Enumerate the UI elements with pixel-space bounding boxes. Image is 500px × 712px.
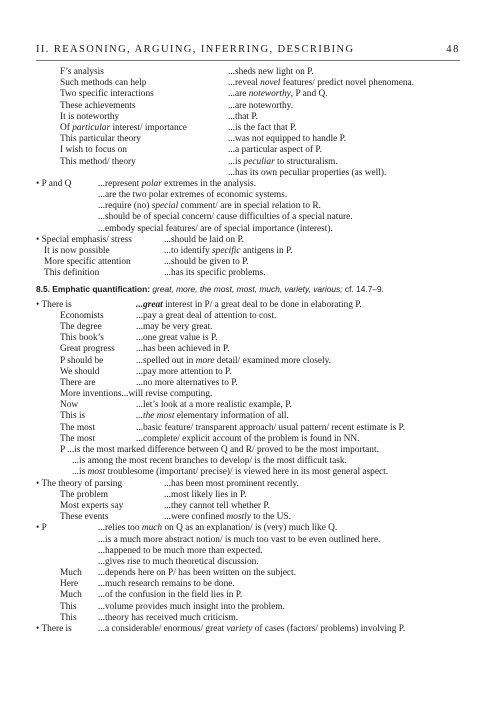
phrase-continuation: ...has its specific problems. — [164, 268, 266, 279]
phrase-continuation: ...gives rise to much theoretical discussion. — [98, 556, 259, 567]
phrase-line — [36, 535, 460, 546]
phrase-continuation: ...are the two polar extremes of economic systems. — [98, 190, 288, 201]
phrase-stem: • Special emphasis/ stress — [36, 234, 132, 245]
phrase-line — [36, 168, 460, 179]
phrase-continuation: ...that P. — [228, 111, 258, 122]
phrase-line — [36, 268, 460, 279]
phrase-stem: The degree — [60, 321, 102, 332]
phrase-line — [36, 456, 460, 467]
phrase-stem: P ...is the most marked difference between Q and R/ proved to be the most important. — [60, 445, 379, 455]
phrase-continuation: ...is peculiar to structuralism. — [228, 156, 338, 167]
phrase-stem: These events — [60, 512, 109, 523]
phrase-continuation: ...represent polar extremes in the analysis. — [98, 178, 257, 189]
phrase-line — [36, 112, 460, 123]
phrase-line — [36, 479, 460, 490]
phrase-line — [36, 523, 460, 534]
phrase-line — [36, 445, 460, 456]
phrase-continuation: ...has been most prominent recently. — [164, 478, 299, 489]
phrase-line — [36, 546, 460, 557]
phrase-continuation: ...the most elementary information of all. — [136, 411, 289, 422]
phrase-continuation: ...may be very great. — [136, 321, 213, 332]
phrase-line — [36, 602, 460, 613]
phrase-stem: Of particular interest/ importance — [60, 122, 187, 133]
phrase-continuation: ...to identify specific antigens in P. — [164, 246, 293, 256]
phrase-line — [36, 101, 460, 112]
phrase-line — [36, 568, 460, 579]
phrase-line — [36, 300, 460, 311]
section-heading-crossref: cf. 14.7–9. — [342, 283, 384, 294]
phrase-line — [36, 145, 460, 156]
phrase-stem: P should be — [60, 355, 104, 366]
phrase-line — [36, 356, 460, 367]
phrase-line — [36, 624, 460, 635]
running-header: II. REASONING, ARGUING, INFERRING, DESCRIBING — [36, 44, 355, 55]
phrase-stem: This method/ theory — [60, 156, 136, 167]
phrase-continuation: ...relies too much on Q as an explanation/ is (very) much like Q. — [98, 523, 338, 534]
phrase-continuation: ...depends here on P/ has been written on the subject. — [98, 568, 296, 579]
phrase-continuation: ...pay more attention to P. — [136, 366, 232, 377]
phrase-line — [36, 579, 460, 590]
phrase-stem: Such methods can help — [60, 78, 147, 89]
phrase-line — [36, 378, 460, 389]
phrase-continuation: ...should be laid on P. — [164, 234, 244, 245]
section-heading-keywords: great, more, the most, most, much, variety, various; — [150, 283, 343, 294]
phrase-stem: Now — [60, 400, 79, 411]
phrase-line — [36, 467, 460, 478]
phrase-stem: Much — [60, 590, 82, 601]
phrase-line — [36, 190, 460, 201]
phrase-stem: This book’s — [60, 333, 104, 344]
phrase-continuation: ...a considerable/ enormous/ great variety of cases (factors/ problems) involving P. — [98, 624, 406, 634]
phrase-line — [36, 344, 460, 355]
phrase-line — [36, 490, 460, 501]
phrase-stem: Two specific interactions — [60, 89, 154, 100]
phrase-line — [36, 201, 460, 212]
phrase-stem: Much — [60, 568, 82, 579]
phrase-continuation: ...of the confusion in the field lies in P. — [98, 590, 243, 601]
phrase-stem: Here — [60, 579, 79, 590]
phrase-line — [36, 613, 460, 624]
phrase-stem: Most experts say — [60, 500, 124, 511]
phrase-continuation: ...are noteworthy. — [228, 100, 294, 111]
phrase-stem: There are — [60, 377, 96, 388]
phrase-stem: • P — [36, 523, 47, 534]
phrase-continuation: ...happened to be much more than expected. — [98, 545, 263, 556]
phrase-line — [36, 311, 460, 322]
phrase-line — [36, 389, 460, 400]
phrase-line — [36, 235, 460, 246]
phrase-stem: ...is most troublesome (important/ precise)/ is viewed here in its most general aspect. — [72, 467, 389, 478]
phrase-continuation: ...sheds new light on P. — [228, 67, 314, 77]
phrase-list — [36, 67, 460, 635]
phrase-line — [36, 333, 460, 344]
phrase-continuation: ...theory has received much criticism. — [98, 612, 239, 623]
phrase-continuation: ...complete/ explicit account of the problem is found in NN. — [136, 433, 360, 444]
phrase-line — [36, 411, 460, 422]
phrase-line — [36, 400, 460, 411]
section-heading — [36, 281, 460, 298]
phrase-continuation: ...great interest in P/ a great deal to be done in elaborating P. — [136, 299, 362, 310]
phrase-line — [36, 423, 460, 434]
phrase-continuation: ...embody special features/ are of special importance (interest). — [98, 223, 333, 234]
phrase-continuation: ...they cannot tell whether P. — [164, 500, 270, 511]
phrase-stem: • The theory of parsing — [36, 478, 123, 489]
phrase-stem: It is noteworthy — [60, 111, 120, 122]
phrase-line — [36, 179, 460, 190]
phrase-stem: • There is — [36, 624, 72, 634]
phrase-continuation: ...a particular aspect of P. — [228, 145, 322, 156]
phrase-stem: I wish to focus on — [60, 145, 127, 156]
phrase-continuation: ...pay a great deal of attention to cost. — [136, 310, 277, 321]
phrase-stem: ...is among the most recent branches to develop/ is the most difficult task. — [72, 456, 347, 467]
phrase-continuation: ...volume provides much insight into the problem. — [98, 601, 285, 612]
phrase-continuation: ...spelled out in more detail/ examined more closely. — [136, 355, 331, 366]
phrase-continuation: ...most likely lies in P. — [164, 489, 247, 500]
phrase-line — [36, 512, 460, 523]
phrase-continuation: ...reveal novel features/ predict novel phenomena. — [228, 78, 415, 89]
phrase-line — [36, 434, 460, 445]
phrase-continuation: ...let’s look at a more realistic example, P. — [136, 400, 292, 411]
phrase-stem: More inventions...will revise computing. — [60, 389, 213, 400]
phrase-stem: We should — [60, 366, 100, 377]
phrase-line — [36, 212, 460, 223]
phrase-stem: These achievements — [60, 100, 136, 111]
phrase-stem: • P and Q — [36, 178, 72, 189]
phrase-line — [36, 224, 460, 235]
header-rule — [36, 60, 460, 61]
phrase-stem: F’s analysis — [60, 67, 104, 77]
phrase-stem: It is now possible — [44, 246, 110, 256]
phrase-stem: The most — [60, 433, 96, 444]
phrase-line — [36, 557, 460, 568]
phrase-continuation: ...should be of special concern/ cause difficulties of a special nature. — [98, 212, 353, 223]
phrase-line — [36, 367, 460, 378]
phrase-line — [36, 157, 460, 168]
phrase-continuation: ...basic feature/ transparent approach/ usual pattern/ recent estimate is P. — [136, 422, 406, 433]
phrase-stem: • There is — [36, 299, 72, 310]
phrase-line — [36, 322, 460, 333]
section-heading-title: 8.5. Emphatic quantification: — [36, 283, 151, 294]
phrase-line — [36, 78, 460, 89]
phrase-stem: More specific attention — [44, 257, 131, 268]
phrase-line — [36, 123, 460, 134]
phrase-stem: This definition — [44, 268, 100, 279]
phrase-stem: This particular theory — [60, 134, 141, 145]
phrase-continuation: ...is the fact that P. — [228, 122, 297, 133]
phrase-continuation: ...require (no) special comment/ are in special relation to R. — [98, 201, 321, 212]
phrase-continuation: ...were confined mostly to the US. — [164, 512, 291, 523]
phrase-continuation: ...should be given to P. — [164, 257, 249, 268]
phrase-stem: Economists — [60, 310, 104, 321]
phrase-continuation: ...are noteworthy, P and Q. — [228, 89, 328, 100]
phrase-continuation: ...is a much more abstract notion/ is much too vast to be even outlined here. — [98, 534, 381, 545]
phrase-stem: This — [60, 612, 77, 623]
phrase-continuation: ...has its own peculiar properties (as well). — [228, 167, 387, 178]
phrase-continuation: ...one great value is P. — [136, 333, 218, 344]
phrase-stem: This — [60, 601, 77, 612]
phrase-line — [36, 134, 460, 145]
phrase-continuation: ...has been achieved in P. — [136, 344, 230, 355]
phrase-continuation: ...no more alternatives to P. — [136, 377, 238, 388]
phrase-stem: This is — [60, 411, 86, 422]
phrase-line — [36, 590, 460, 601]
phrase-stem: The most — [60, 422, 96, 433]
phrase-line — [36, 257, 460, 268]
phrase-continuation: ...much research remains to be done. — [98, 579, 235, 590]
phrase-stem: Great progress — [60, 344, 115, 355]
phrase-line — [36, 246, 460, 257]
page-number: 48 — [446, 44, 460, 55]
phrase-continuation: ...was not equipped to handle P. — [228, 134, 347, 145]
phrase-line — [36, 89, 460, 100]
phrase-stem: The problem — [60, 489, 109, 500]
phrase-line — [36, 501, 460, 512]
phrase-line — [36, 67, 460, 78]
